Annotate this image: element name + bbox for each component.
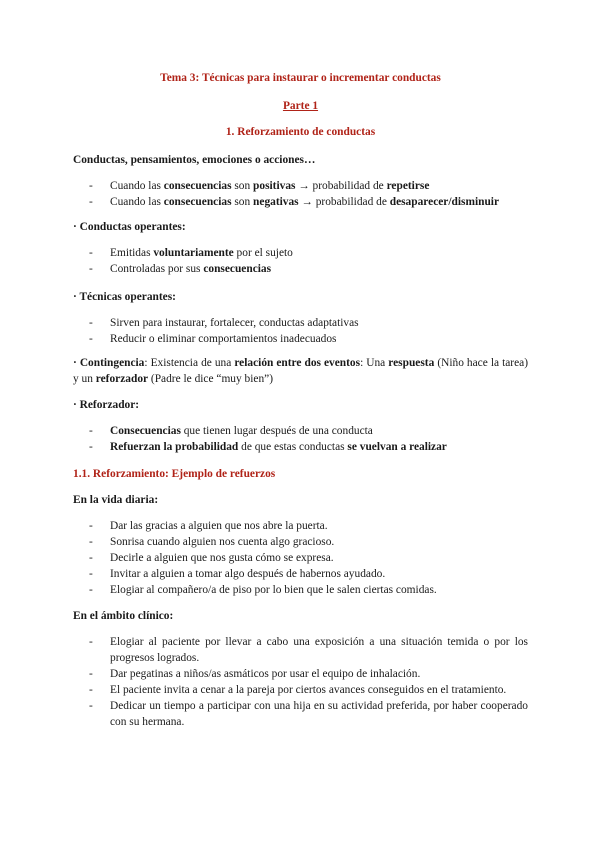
list-item: - Invitar a alguien a tomar algo después de habernos ayudado. (73, 566, 528, 582)
list-item: - Decirle a alguien que nos gusta cómo se expresa. (73, 550, 528, 566)
list-item: - Cuando las consecuencias son negativas → probabilidad de desaparecer/disminuir (73, 194, 528, 210)
tecnicas-list (73, 315, 528, 347)
section-title: 1. Reforzamiento de conductas (225, 126, 376, 138)
operantes-block (73, 219, 528, 277)
intro-list (73, 178, 528, 210)
contingencia-label: · Contingencia (73, 357, 145, 369)
intro-block (73, 152, 528, 210)
list-item: - Elogiar al paciente por llevar a cabo una exposición a una situación temida o por los progresos logrados. (73, 634, 528, 666)
list-item: - Elogiar al compañero/a de piso por lo bien que le salen ciertas comidas. (73, 582, 528, 598)
clinico-heading: En el ámbito clínico: (73, 610, 174, 622)
vida-diaria-list (73, 518, 528, 598)
tecnicas-block (73, 289, 528, 347)
list-item: - Sirven para instaurar, fortalecer, conductas adaptativas (73, 315, 528, 331)
reforzador-list (73, 423, 528, 455)
document-page (73, 0, 528, 848)
subsection-title: 1.1. Reforzamiento: Ejemplo de refuerzos (73, 468, 276, 480)
list-item: - Dar pegatinas a niños/as asmáticos por usar el equipo de inhalación. (73, 666, 528, 682)
vida-diaria-block (73, 492, 528, 598)
list-item: - Sonrisa cuando alguien nos cuenta algo gracioso. (73, 534, 528, 550)
list-item: - Dar las gracias a alguien que nos abre la puerta. (73, 518, 528, 534)
vida-diaria-heading: En la vida diaria: (73, 494, 159, 506)
reforzador-heading: · Reforzador: (73, 399, 140, 411)
list-item: - Emitidas voluntariamente por el sujeto (73, 245, 528, 261)
clinico-list (73, 634, 528, 730)
document-title: Tema 3: Técnicas para instaurar o incrementar conductas (160, 72, 441, 84)
contingencia-paragraph: · Contingencia: Existencia de una relación entre dos eventos: Una respuesta (Niño hace la tarea) y un reforzador (Padre le dice “muy bien”) (73, 357, 528, 385)
list-item: - Reducir o eliminar comportamientos inadecuados (73, 331, 528, 347)
operantes-heading: · Conductas operantes: (73, 221, 186, 233)
list-item: - Cuando las consecuencias son positivas → probabilidad de repetirse (73, 178, 528, 194)
list-item: - El paciente invita a cenar a la pareja por ciertos avances conseguidos en el tratamiento. (73, 682, 528, 698)
part-title: Parte 1 (282, 100, 319, 112)
list-item: - Dedicar un tiempo a participar con una hija en su actividad preferida, por haber cooperado con su hermana. (73, 698, 528, 730)
list-item: - Controladas por sus consecuencias (73, 261, 528, 277)
list-item: - Consecuencias que tienen lugar después de una conducta (73, 423, 528, 439)
reforzador-block (73, 397, 528, 455)
list-item: - Refuerzan la probabilidad de que estas conductas se vuelvan a realizar (73, 439, 528, 455)
intro-heading: Conductas, pensamientos, emociones o acciones… (73, 154, 316, 166)
clinico-block (73, 608, 528, 730)
tecnicas-heading: · Técnicas operantes: (73, 291, 176, 303)
operantes-list (73, 245, 528, 277)
